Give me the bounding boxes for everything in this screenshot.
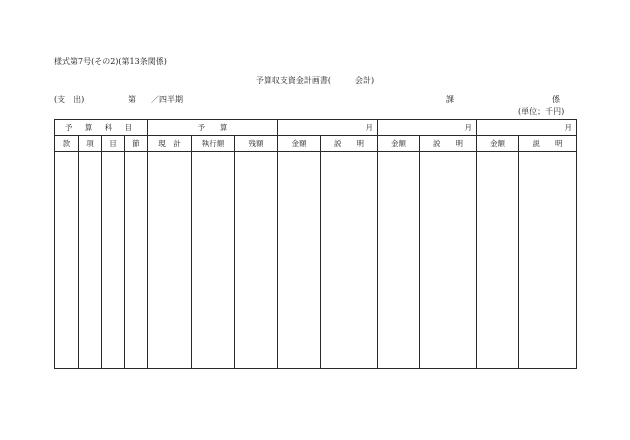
col-kou: 項: [79, 136, 102, 152]
quarter-suffix: ／四半期: [151, 95, 183, 104]
col-month-1-description: 説 明: [321, 136, 378, 152]
col-setsu: 節: [125, 136, 148, 152]
cell-month-3-amount[interactable]: [477, 152, 519, 369]
budget-plan-table: [54, 119, 577, 369]
col-kan: 款: [55, 136, 79, 152]
unit-note: (単位；千円): [518, 107, 565, 116]
document-title: 予算収支資金計画書( 会計): [255, 76, 375, 85]
col-month-3-description: 説 明: [519, 136, 577, 152]
month-3-header: 月: [477, 120, 577, 136]
expenditure-label: (支 出): [54, 95, 85, 104]
cell-remaining[interactable]: [235, 152, 278, 369]
cell-current-total[interactable]: [148, 152, 192, 369]
cell-month-1-amount[interactable]: [278, 152, 321, 369]
col-executed: 執行額: [192, 136, 235, 152]
cell-month-3-description[interactable]: [519, 152, 577, 369]
col-month-1-amount: 金額: [278, 136, 321, 152]
staff-suffix: 係: [552, 95, 560, 104]
cell-moku[interactable]: [102, 152, 125, 369]
col-month-2-amount: 金額: [378, 136, 420, 152]
col-remaining: 残額: [235, 136, 278, 152]
cell-month-2-amount[interactable]: [378, 152, 420, 369]
col-current-total: 現 計: [148, 136, 192, 152]
col-month-3-amount: 金額: [477, 136, 519, 152]
cell-kan[interactable]: [55, 152, 79, 369]
col-moku: 目: [102, 136, 125, 152]
cell-month-1-description[interactable]: [321, 152, 378, 369]
cell-kou[interactable]: [79, 152, 102, 369]
month-2-header: 月: [378, 120, 477, 136]
cell-setsu[interactable]: [125, 152, 148, 369]
budget-items-header: 予 算 科 目: [55, 120, 148, 136]
table-body-row: [55, 152, 577, 369]
section-suffix: 課: [446, 95, 454, 104]
quarter-prefix: 第: [128, 95, 136, 104]
col-month-2-description: 説 明: [420, 136, 477, 152]
cell-month-2-description[interactable]: [420, 152, 477, 369]
budget-header: 予 算: [148, 120, 278, 136]
month-1-header: 月: [278, 120, 378, 136]
form-number: 様式第7号(その2)(第13条関係): [54, 57, 167, 66]
cell-executed[interactable]: [192, 152, 235, 369]
